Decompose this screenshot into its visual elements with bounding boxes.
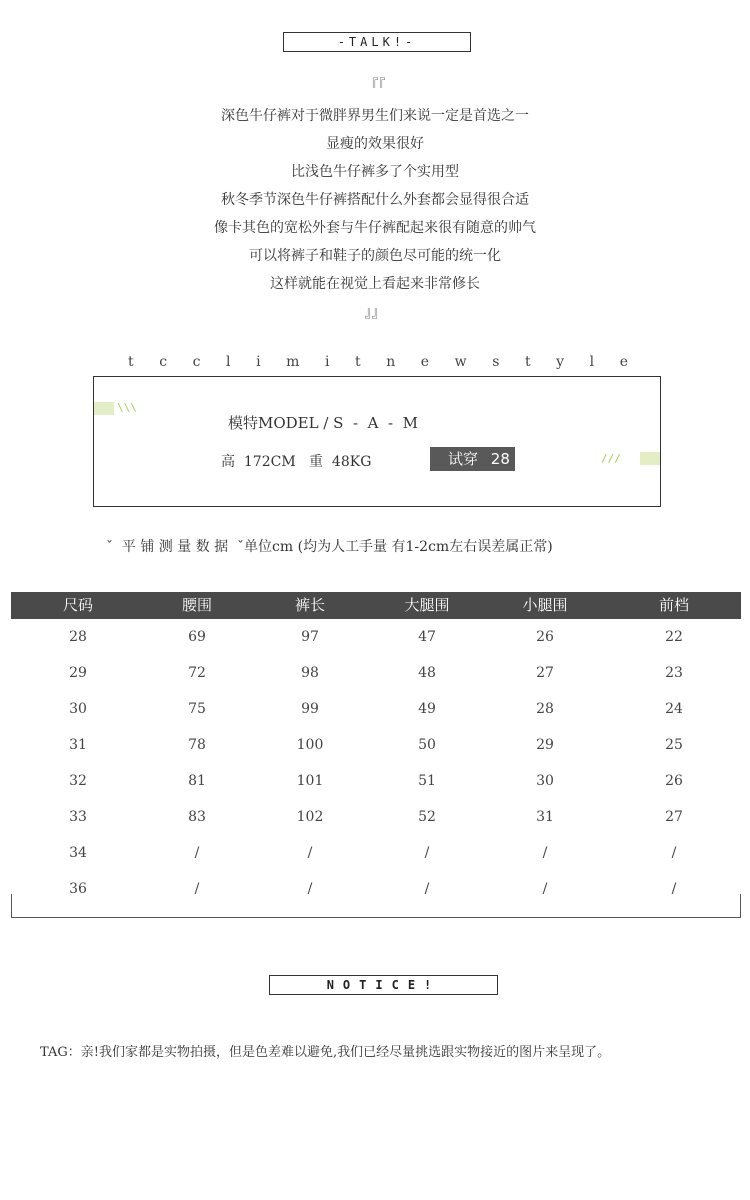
table-cell: 97 bbox=[301, 629, 319, 645]
table-cell: 29 bbox=[69, 665, 87, 681]
tagline-letter: t bbox=[355, 354, 361, 370]
table-cell: 24 bbox=[665, 701, 683, 717]
table-cell: 101 bbox=[296, 773, 324, 789]
table-cell: 26 bbox=[665, 773, 683, 789]
table-row bbox=[11, 619, 741, 655]
table-row bbox=[11, 727, 741, 763]
tagline-letter: n bbox=[386, 354, 396, 370]
table-cell: 31 bbox=[69, 737, 87, 753]
tryon-label: 试穿 bbox=[448, 450, 479, 468]
talk-line: 可以将裤子和鞋子的颜色尽可能的统一化 bbox=[249, 248, 501, 264]
table-cell: 27 bbox=[536, 665, 554, 681]
table-cell: 48 bbox=[418, 665, 436, 681]
tagline-letter: c bbox=[159, 354, 168, 370]
table-cell: / bbox=[424, 881, 430, 897]
table-row bbox=[11, 655, 741, 691]
table-cell: 98 bbox=[301, 665, 319, 681]
talk-line: 秋冬季节深色牛仔裤搭配什么外套都会显得很合适 bbox=[221, 192, 529, 208]
table-cell: 28 bbox=[536, 701, 554, 717]
table-cell: 81 bbox=[188, 773, 206, 789]
table-cell: / bbox=[307, 881, 313, 897]
tryon-size: 28 bbox=[490, 450, 510, 468]
table-cell: / bbox=[307, 845, 313, 861]
tagline-letter: c bbox=[192, 354, 201, 370]
table-row bbox=[11, 799, 741, 835]
table-cell: 49 bbox=[418, 701, 436, 717]
table-cell: 52 bbox=[418, 809, 436, 825]
tagline-letter: m bbox=[286, 354, 300, 370]
table-cell: / bbox=[424, 845, 430, 861]
quote-close-mark: 』』 bbox=[364, 305, 386, 321]
table-cell: 30 bbox=[69, 701, 87, 717]
talk-line: 这样就能在视觉上看起来非常修长 bbox=[270, 276, 480, 292]
tryon-size-badge bbox=[430, 447, 515, 471]
table-cell: 26 bbox=[536, 629, 554, 645]
talk-line: 比浅色牛仔裤多了个实用型 bbox=[291, 164, 459, 180]
tagline-letter: i bbox=[256, 354, 261, 370]
table-cell: 75 bbox=[188, 701, 206, 717]
decor-block-right bbox=[640, 452, 660, 465]
table-row bbox=[11, 691, 741, 727]
table-header-cell: 尺码 bbox=[62, 596, 93, 614]
table-cell: 72 bbox=[188, 665, 206, 681]
table-cell: / bbox=[671, 845, 677, 861]
table-cell: 23 bbox=[665, 665, 683, 681]
table-cell: 22 bbox=[665, 629, 683, 645]
table-cell: / bbox=[194, 845, 200, 861]
tagline-letter: t bbox=[524, 354, 531, 370]
table-cell: 32 bbox=[69, 773, 87, 789]
table-cell: / bbox=[542, 881, 548, 897]
talk-section-title: -TALK!- bbox=[283, 32, 471, 52]
decor-slashes-right: /// bbox=[601, 452, 621, 465]
table-row bbox=[11, 763, 741, 799]
table-cell: 50 bbox=[418, 737, 436, 753]
table-header-cell: 腰围 bbox=[181, 596, 212, 614]
talk-line: 显瘦的效果很好 bbox=[326, 136, 424, 152]
table-cell: 83 bbox=[188, 809, 206, 825]
decor-block-left bbox=[94, 402, 114, 415]
notice-section-title: NOTICE! bbox=[269, 975, 498, 995]
table-cell: 27 bbox=[665, 809, 683, 825]
table-cell: 102 bbox=[296, 809, 324, 825]
model-size-line: 模特MODEL / S - A - M bbox=[228, 414, 418, 432]
measurement-note: ˇ 平 铺 测 量 数 据 ˇ单位cm (均为人工手量 有1-2cm左右误差属正常) bbox=[106, 539, 553, 555]
table-cell: 100 bbox=[296, 737, 324, 753]
table-cell: / bbox=[194, 881, 200, 897]
table-cell: 25 bbox=[665, 737, 683, 753]
table-bottom-border bbox=[11, 894, 741, 918]
table-cell: 28 bbox=[69, 629, 87, 645]
table-cell: 33 bbox=[69, 809, 87, 825]
table-header-cell: 前档 bbox=[658, 596, 689, 614]
size-table bbox=[11, 592, 741, 907]
table-cell: / bbox=[671, 881, 677, 897]
table-header-cell: 小腿围 bbox=[522, 596, 568, 614]
table-cell: 51 bbox=[418, 773, 436, 789]
quote-open-mark: 『『 bbox=[364, 78, 386, 94]
notice-text: TAG：亲!我们家都是实物拍摄，但是色差难以避免,我们已经尽量挑选跟实物接近的图片来呈现了。 bbox=[40, 1045, 611, 1060]
talk-line: 像卡其色的宽松外套与牛仔裤配起来很有随意的帅气 bbox=[214, 220, 536, 236]
tagline-letter: y bbox=[556, 354, 565, 370]
table-header-cell: 大腿围 bbox=[404, 596, 450, 614]
talk-line: 深色牛仔裤对于微胖界男生们来说一定是首选之一 bbox=[221, 108, 529, 124]
tagline-letter: t bbox=[128, 354, 134, 370]
brand-tagline bbox=[128, 354, 628, 370]
table-cell: 78 bbox=[188, 737, 206, 753]
model-stats: 高 172CM 重 48KG bbox=[221, 454, 372, 470]
table-cell: 99 bbox=[301, 701, 319, 717]
table-cell: 47 bbox=[418, 629, 436, 645]
table-header-cell: 裤长 bbox=[294, 596, 325, 614]
table-cell: / bbox=[542, 845, 548, 861]
table-header bbox=[11, 592, 741, 619]
table-cell: 30 bbox=[536, 773, 554, 789]
tagline-letter: l bbox=[226, 354, 231, 370]
tagline-letter: w bbox=[454, 354, 467, 370]
tagline-letter: e bbox=[619, 354, 628, 370]
table-body bbox=[11, 619, 741, 907]
table-row bbox=[11, 835, 741, 871]
table-cell: 36 bbox=[69, 881, 87, 897]
table-cell: 34 bbox=[69, 845, 87, 861]
table-cell: 69 bbox=[188, 629, 206, 645]
tagline-letter: s bbox=[492, 354, 500, 370]
tagline-letter: l bbox=[589, 354, 595, 370]
tagline-letter: i bbox=[324, 354, 330, 370]
model-info-box bbox=[93, 376, 661, 507]
table-cell: 29 bbox=[536, 737, 554, 753]
decor-slashes-left: \\\ bbox=[117, 401, 137, 414]
tagline-letter: e bbox=[420, 354, 430, 370]
table-cell: 31 bbox=[536, 809, 554, 825]
